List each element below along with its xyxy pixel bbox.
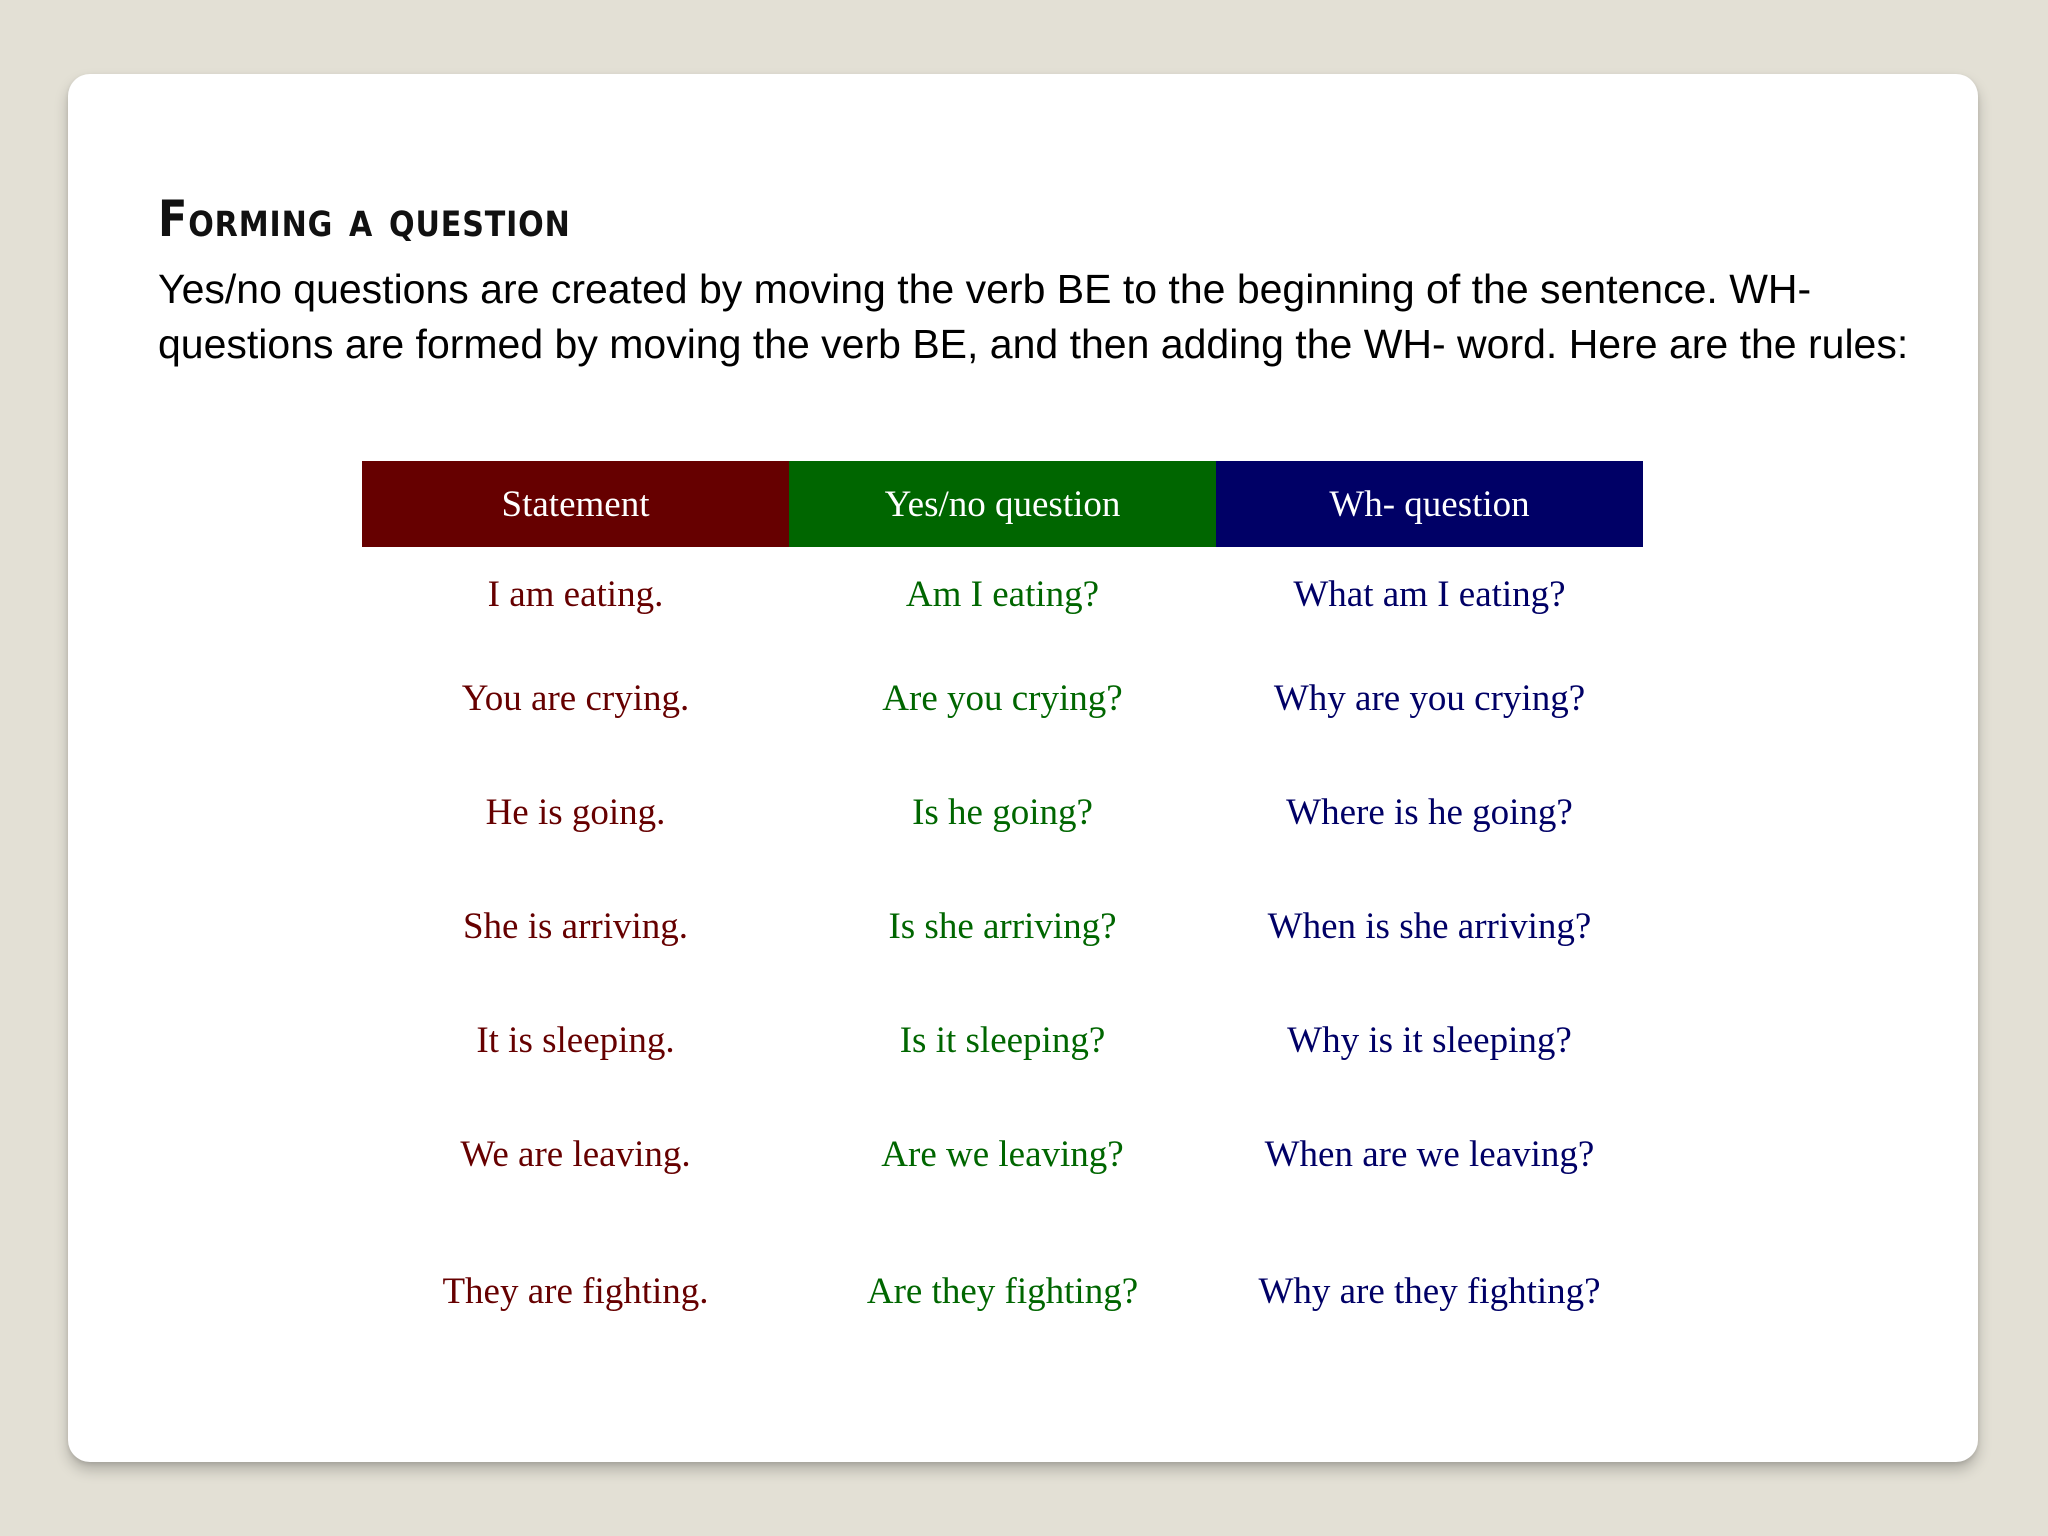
table-row <box>362 641 1643 755</box>
statement-cell: It is sleeping. <box>476 1019 675 1061</box>
yesno-question-cell: Are we leaving? <box>881 1133 1124 1175</box>
table-row <box>362 869 1643 983</box>
table-row <box>362 1097 1643 1211</box>
wh-question-cell: What am I eating? <box>1293 573 1566 615</box>
statement-cell: They are fighting. <box>442 1270 709 1312</box>
header-wh-question: Wh- question <box>1216 461 1643 547</box>
statement-cell: I am eating. <box>487 573 664 615</box>
table-row <box>362 1211 1643 1371</box>
yesno-question-cell: Is it sleeping? <box>899 1019 1106 1061</box>
header-statement: Statement <box>362 461 789 547</box>
yesno-question-cell: Are you crying? <box>882 677 1123 719</box>
table-row <box>362 755 1643 869</box>
wh-question-cell: When is she arriving? <box>1267 905 1592 947</box>
statement-cell: We are leaving. <box>460 1133 691 1175</box>
wh-question-cell: Why is it sleeping? <box>1287 1019 1572 1061</box>
wh-question-cell: When are we leaving? <box>1264 1133 1595 1175</box>
yesno-question-cell: Are they fighting? <box>866 1270 1139 1312</box>
yesno-question-cell: Am I eating? <box>905 573 1100 615</box>
intro-paragraph: Yes/no questions are created by moving the verb BE to the beginning of the sentence. WH-questions are formed by moving the verb BE, and then adding the WH- word. Here are the rules: <box>158 266 1909 367</box>
wh-question-cell: Why are you crying? <box>1273 677 1586 719</box>
table-header-row <box>362 461 1643 547</box>
yesno-question-cell: Is she arriving? <box>888 905 1117 947</box>
statement-cell: She is arriving. <box>462 905 689 947</box>
statement-cell: He is going. <box>485 791 666 833</box>
table-row <box>362 983 1643 1097</box>
header-yesno-question: Yes/no question <box>789 461 1216 547</box>
table-row <box>362 547 1643 641</box>
question-table <box>362 461 1643 1371</box>
statement-cell: You are crying. <box>461 677 690 719</box>
page-title: Forming a question <box>158 190 571 248</box>
yesno-question-cell: Is he going? <box>912 791 1093 833</box>
wh-question-cell: Why are they fighting? <box>1258 1270 1601 1312</box>
wh-question-cell: Where is he going? <box>1286 791 1573 833</box>
